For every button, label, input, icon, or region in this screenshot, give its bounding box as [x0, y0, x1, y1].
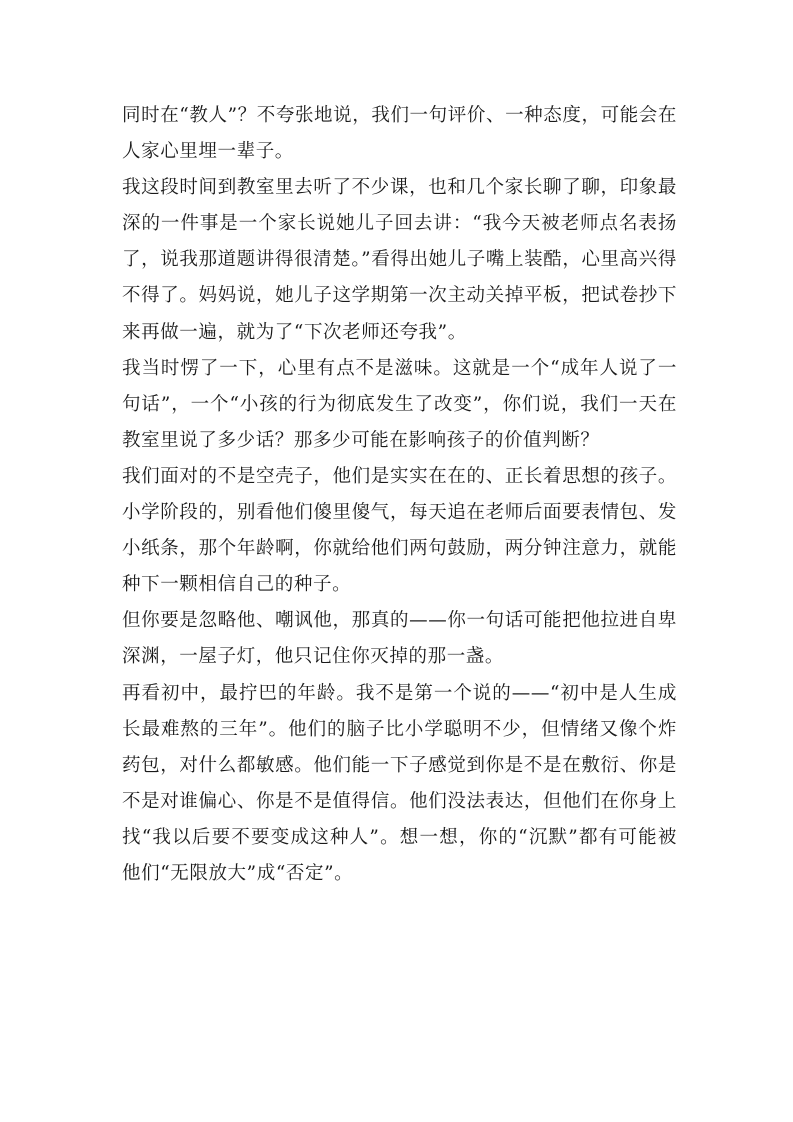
paragraph-2: 我这段时间到教室里去听了不少课，也和几个家长聊了聊，印象最深的一件事是一个家长说她儿子回去讲：“我今天被老师点名表扬了，说我那道题讲得很清楚。”看得出她儿子嘴上装酷，心里高兴得不得了。妈妈说，她儿子这学期第一次主动关掉平板，把试卷抄下来再做一遍，就为了“下次老师还夸我”。: [122, 177, 677, 343]
paragraph-1: 同时在“教人”？不夸张地说，我们一句评价、一种态度，可能会在人家心里埋一辈子。: [122, 105, 677, 163]
document-body: [122, 98, 677, 892]
paragraph-4: 我们面对的不是空壳子，他们是实实在在的、正长着思想的孩子。小学阶段的，别看他们傻里傻气，每天追在老师后面要表情包、发小纸条，那个年龄啊，你就给他们两句鼓励，两分钟注意力，就能种下一颗相信自己的种子。: [122, 465, 677, 596]
paragraph-6: 再看初中，最拧巴的年龄。我不是第一个说的——“初中是人生成长最难熬的三年”。他们的脑子比小学聪明不少，但情绪又像个炸药包，对什么都敏感。他们能一下子感觉到你是不是在敷衍、你是不是对谁偏心、你是不是值得信。他们没法表达，但他们在你身上找“我以后要不要变成这种人”。想一想，你的“沉默”都有可能被他们“无限放大”成“否定”。: [122, 682, 677, 884]
paragraph-3: 我当时愣了一下，心里有点不是滋味。这就是一个“成年人说了一句话”，一个“小孩的行为彻底发生了改变”，你们说，我们一天在教室里说了多少话？那多少可能在影响孩子的价值判断？: [122, 357, 677, 451]
paragraph-5: 但你要是忽略他、嘲讽他，那真的——你一句话可能把他拉进自卑深渊，一屋子灯，他只记住你灭掉的那一盏。: [122, 610, 677, 668]
